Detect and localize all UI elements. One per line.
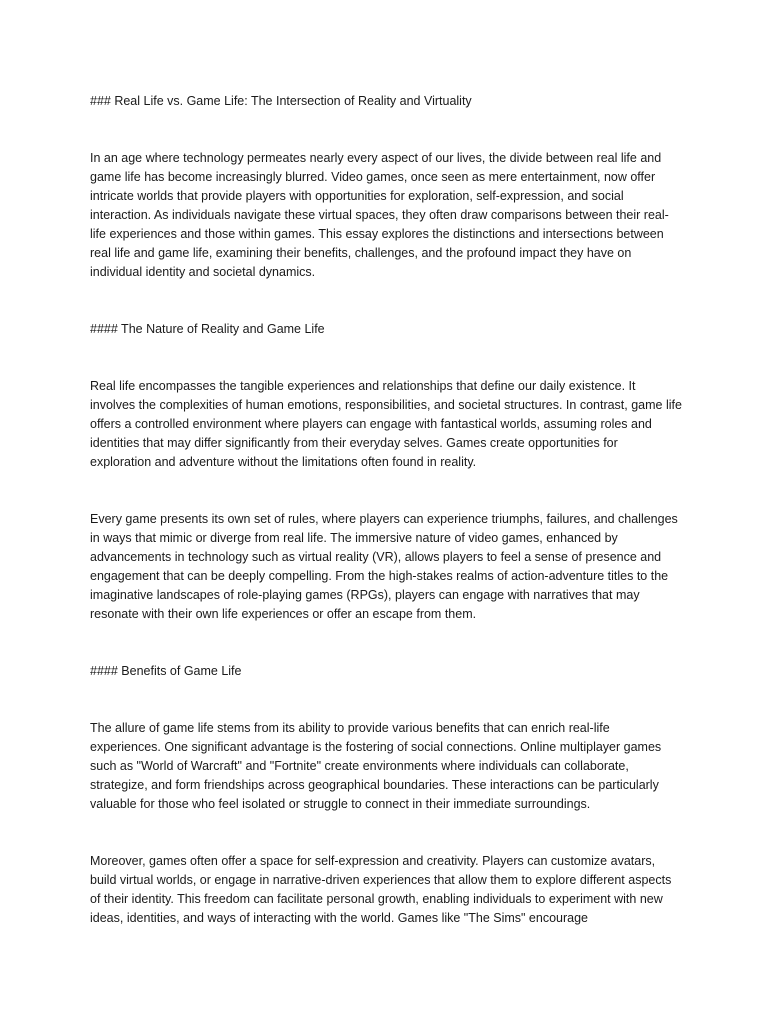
section-heading-benefits: #### Benefits of Game Life bbox=[90, 664, 242, 678]
document-title: ### Real Life vs. Game Life: The Intersection of Reality and Virtuality bbox=[90, 94, 472, 108]
intro-paragraph: In an age where technology permeates nearly every aspect of our lives, the divide between real life and game life has become increasingly blurred. Video games, once seen as mere entertainment, now offer intricate worlds that provide players with opportunities for exploration, self-expression, and social interaction. As individuals navigate these virtual spaces, they often draw comparisons between their real-life experiences and those within games. This essay explores the distinctions and intersections between real life and game life, examining their benefits, challenges, and the profound impact they have on individual identity and societal dynamics. bbox=[90, 151, 669, 279]
benefits-paragraph-1: The allure of game life stems from its ability to provide various benefits that can enrich real-life experiences. One significant advantage is the fostering of social connections. Online multiplayer games such as "World of Warcraft" and "Fortnite" create environments where individuals can collaborate, strategize, and form friendships across geographical boundaries. These interactions can be particularly valuable for those who feel isolated or struggle to connect in their immediate surroundings. bbox=[90, 721, 662, 811]
document-body bbox=[90, 92, 682, 928]
benefits-paragraph-2: Moreover, games often offer a space for self-expression and creativity. Players can customize avatars, build virtual worlds, or engage in narrative-driven experiences that allow them to explore different aspects of their identity. This freedom can facilitate personal growth, enabling individuals to experiment with new ideas, identities, and ways of interacting with the world. Games like "The Sims" encourage bbox=[90, 854, 672, 925]
nature-paragraph-1: Real life encompasses the tangible experiences and relationships that define our daily existence. It involves the complexities of human emotions, responsibilities, and societal structures. In contrast, game life offers a controlled environment where players can engage with fantastical worlds, assuming roles and identities that may differ significantly from their everyday selves. Games create opportunities for exploration and adventure without the limitations often found in reality. bbox=[90, 379, 682, 469]
section-heading-nature: #### The Nature of Reality and Game Life bbox=[90, 322, 325, 336]
nature-paragraph-2: Every game presents its own set of rules, where players can experience triumphs, failures, and challenges in ways that mimic or diverge from real life. The immersive nature of video games, enhanced by advancements in technology such as virtual reality (VR), allows players to feel a sense of presence and engagement that can be deeply compelling. From the high-stakes realms of action-adventure titles to the imaginative landscapes of role-playing games (RPGs), players can engage with narratives that may resonate with their own life experiences or offer an escape from them. bbox=[90, 512, 678, 621]
